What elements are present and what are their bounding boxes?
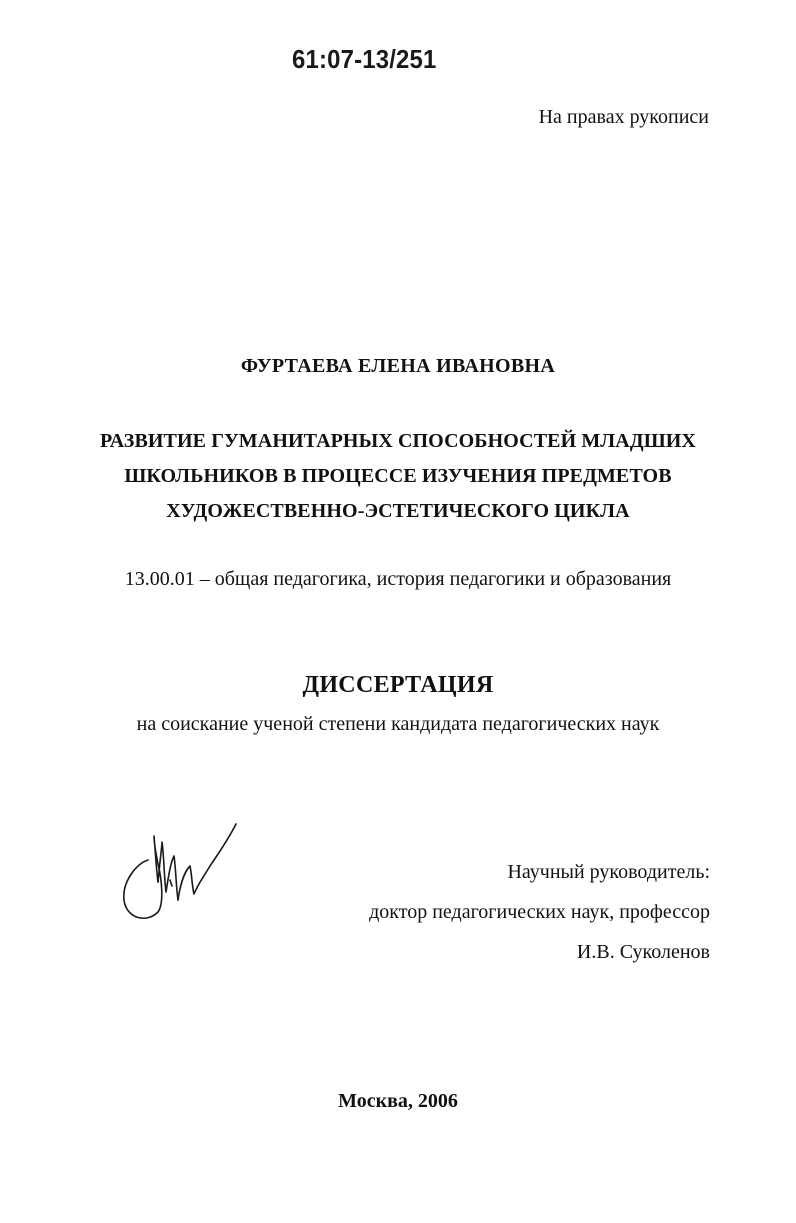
supervisor-name: И.В. Суколенов <box>576 941 710 963</box>
title-line: ШКОЛЬНИКОВ В ПРОЦЕССЕ ИЗУЧЕНИЯ ПРЕДМЕТОВ <box>124 465 672 487</box>
city-year: Москва, 2006 <box>338 1090 458 1112</box>
title-line: ХУДОЖЕСТВЕННО-ЭСТЕТИЧЕСКОГО ЦИКЛА <box>166 500 630 522</box>
archive-stamp-number: 61:07-13/251 <box>292 44 437 74</box>
supervisor-block <box>369 852 710 972</box>
specialty-code: 13.00.01 – общая педагогика, история педагогики и образования <box>124 568 672 590</box>
handwritten-signature <box>118 820 243 925</box>
title-line: РАЗВИТИЕ ГУМАНИТАРНЫХ СПОСОБНОСТЕЙ МЛАДШИХ <box>100 430 696 452</box>
supervisor-credentials: доктор педагогических наук, профессор <box>369 901 710 923</box>
rights-note: На правах рукописи <box>538 106 709 128</box>
supervisor-label: Научный руководитель: <box>507 861 710 883</box>
author-name: ФУРТАЕВА ЕЛЕНА ИВАНОВНА <box>240 355 556 377</box>
dissertation-title <box>60 424 736 529</box>
degree-line: на соискание ученой степени кандидата педагогических наук <box>136 713 660 735</box>
document-type-heading: ДИССЕРТАЦИЯ <box>302 672 494 698</box>
